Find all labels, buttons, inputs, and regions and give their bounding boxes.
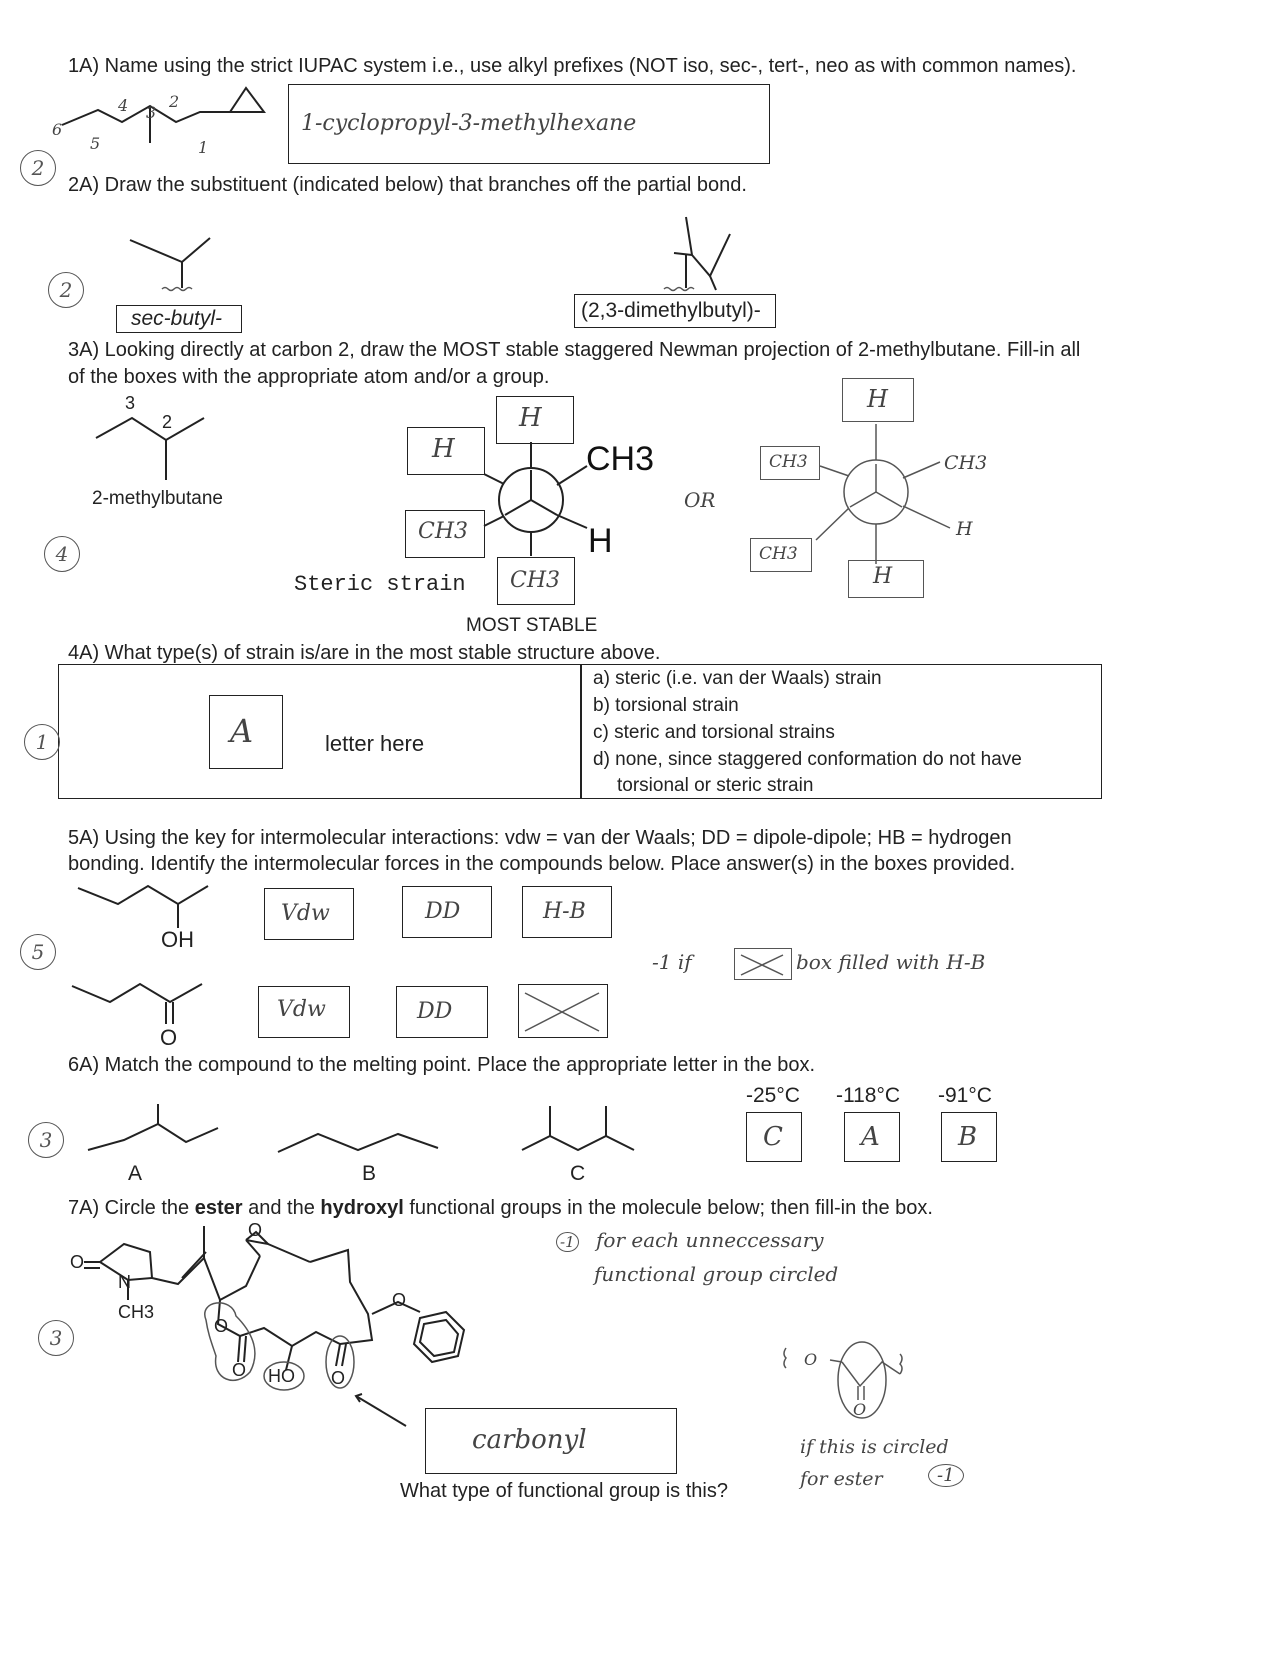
newman-box-top-text: H <box>519 403 542 433</box>
most-stable-label: MOST STABLE <box>466 615 598 636</box>
q4-option-d-cont: torsional or steric strain <box>617 775 814 796</box>
sketch-o-carbonyl: O <box>853 1400 867 1419</box>
q5-row1-box-2-text: DD <box>425 899 461 924</box>
q5-row1-box-3-text: H-B <box>543 899 586 924</box>
compound-label-b: B <box>362 1162 377 1185</box>
q4-container <box>58 664 1102 799</box>
q5-row2-box-3-crossed[interactable] <box>518 984 608 1038</box>
ester-group-sketch <box>0 0 1 1</box>
q5-note-box <box>734 948 792 980</box>
steric-strain-label: Steric strain <box>294 572 466 597</box>
q4-option-c: c) steric and torsional strains <box>593 722 835 743</box>
q4-divider <box>580 665 582 798</box>
atom-o-epoxide: O <box>248 1220 263 1240</box>
q2-prompt: 2A) Draw the substituent (indicated below) that branches off the partial bond. <box>68 174 747 196</box>
q6-score: 3 <box>28 1122 64 1158</box>
q5-row1-box-1[interactable] <box>264 888 354 940</box>
newman-box-bottom[interactable] <box>497 557 575 605</box>
atom-o-ketone: O <box>331 1368 346 1388</box>
alt-box-left-bottom <box>750 538 812 572</box>
oh-label: OH <box>161 927 194 952</box>
alt-box-top-text: H <box>867 385 888 413</box>
q7-prompt <box>68 1197 933 1220</box>
q3-prompt-line1: 3A) Looking directly at carbon 2, draw the MOST stable staggered Newman projection of 2-methylbutane. Fill-in all <box>68 339 1081 361</box>
q4-answer-box[interactable] <box>209 695 283 769</box>
q5-note-suffix: box filled with H-B <box>796 950 986 974</box>
sec-butyl-label-box <box>116 305 242 333</box>
atom-o-ether: O <box>392 1290 407 1310</box>
q5-row2-box-1-text: Vdw <box>277 997 326 1022</box>
carbon-label-2: 2 <box>169 92 180 111</box>
alt-right-bottom-label: H <box>956 518 973 540</box>
temp-label-2: -118°C <box>836 1084 901 1107</box>
temp-answer-box-1[interactable] <box>746 1112 802 1162</box>
q7-answer-text: carbonyl <box>472 1425 587 1455</box>
newman-box-lower-left-text: CH3 <box>418 519 469 544</box>
newman-front-h: H <box>588 522 613 560</box>
q4-score: 1 <box>24 724 60 760</box>
q7-prompt-mid: and the <box>248 1197 315 1219</box>
q5-prompt-line2: bonding. Identify the intermolecular forces in the compounds below. Place answer(s) in the boxes provided. <box>68 853 1016 875</box>
temp-answer-box-2[interactable] <box>844 1112 900 1162</box>
alt-box-left-top <box>760 446 820 480</box>
temp-label-1: -25°C <box>746 1084 800 1107</box>
q5-row2-box-1[interactable] <box>258 986 350 1038</box>
methylbutane-c3-label: 3 <box>125 393 136 413</box>
q7-note-line2: functional group circled <box>594 1262 839 1286</box>
q1-answer-text: 1-cyclopropyl-3-methylhexane <box>301 111 637 136</box>
carbon-label-3: 3 <box>146 103 157 122</box>
carbon-label-5: 5 <box>90 134 101 153</box>
newman-box-upper-left[interactable] <box>407 427 485 475</box>
q1-score: 2 <box>20 150 56 186</box>
q7-prompt-post: functional groups in the molecule below; then fill-in the box. <box>409 1197 933 1219</box>
q3-score: 4 <box>44 536 80 572</box>
newman-front-ch3: CH3 <box>586 440 655 478</box>
q3-prompt-line2: of the boxes with the appropriate atom and/or a group. <box>68 366 550 388</box>
q5-score: 5 <box>20 934 56 970</box>
compound-label-a: A <box>128 1162 143 1185</box>
q7-prompt-hydroxyl: hydroxyl <box>320 1197 404 1219</box>
newman-box-top[interactable] <box>496 396 574 444</box>
temp-answer-box-3[interactable] <box>941 1112 997 1162</box>
q7-score: 3 <box>38 1320 74 1356</box>
newman-box-upper-left-text: H <box>432 434 455 464</box>
q7-prompt-ester: ester <box>194 1197 243 1219</box>
dimethylbutyl-label: (2,3-dimethylbutyl)- <box>581 299 761 322</box>
carbon-label-4: 4 <box>118 96 129 115</box>
atom-ho: HO <box>268 1366 295 1386</box>
q5-prompt-line1: 5A) Using the key for intermolecular interactions: vdw = van der Waals; DD = dipole-dipole; HB = hydrogen <box>68 827 1012 849</box>
atom-o-ester: O <box>214 1316 229 1336</box>
carbon-label-6: 6 <box>52 120 63 139</box>
q5-note-prefix: -1 if <box>652 950 692 974</box>
sec-butyl-label: sec-butyl- <box>131 307 223 330</box>
q4-prompt: 4A) What type(s) of strain is/are in the most stable structure above. <box>68 642 661 664</box>
dimethylbutyl-label-box <box>574 294 776 328</box>
temp-answer-3-text: B <box>958 1122 978 1152</box>
or-label: OR <box>684 488 716 512</box>
compound-label-c: C <box>570 1162 586 1185</box>
q5-row1-box-2[interactable] <box>402 886 492 938</box>
atom-o-carbonyl: O <box>70 1252 85 1272</box>
methylbutane-label: 2-methylbutane <box>92 488 223 509</box>
alt-box-top <box>842 378 914 422</box>
cross-mark <box>519 985 607 1037</box>
q5-row2-box-2[interactable] <box>396 986 488 1038</box>
q6-prompt: 6A) Match the compound to the melting point. Place the appropriate letter in the box. <box>68 1054 816 1076</box>
q1-prompt: 1A) Name using the strict IUPAC system i.e., use alkyl prefixes (NOT iso, sec-, tert-, neo as with common names). <box>68 55 1077 77</box>
newman-box-bottom-text: CH3 <box>510 568 561 593</box>
q5-row2-box-2-text: DD <box>417 999 453 1024</box>
q7-note-line1: for each unneccessary <box>596 1228 824 1252</box>
ester-note-line1: if this is circled <box>800 1436 949 1458</box>
temp-answer-2-text: A <box>861 1122 880 1152</box>
alt-box-left-top-text: CH3 <box>769 452 808 472</box>
atom-o-ester-carbonyl: O <box>232 1360 247 1380</box>
q5-row1-box-3[interactable] <box>522 886 612 938</box>
temp-label-3: -91°C <box>938 1084 992 1107</box>
q4-letter-label: letter here <box>325 731 425 756</box>
methylbutane-c2-label: 2 <box>162 412 173 432</box>
q7-answer-box[interactable] <box>425 1408 677 1474</box>
alt-box-bottom <box>848 560 924 598</box>
q5-row1-box-1-text: Vdw <box>281 901 330 926</box>
newman-box-lower-left[interactable] <box>405 510 485 558</box>
note-cross-mark <box>735 949 791 979</box>
q7-question: What type of functional group is this? <box>400 1480 728 1502</box>
q7-penalty-mark: -1 <box>556 1232 579 1252</box>
alt-box-bottom-text: H <box>873 564 893 589</box>
q4-option-b: b) torsional strain <box>593 695 739 716</box>
atom-n: N <box>118 1272 131 1292</box>
q4-option-d: d) none, since staggered conformation do not have <box>593 749 1022 770</box>
alt-right-top-label: CH3 <box>944 452 988 474</box>
temp-answer-1-text: C <box>763 1122 783 1152</box>
q4-option-a: a) steric (i.e. van der Waals) strain <box>593 668 882 689</box>
carbon-label-1: 1 <box>198 138 209 157</box>
q4-answer-text: A <box>230 712 254 750</box>
sketch-o-ether: O <box>804 1350 818 1369</box>
alt-box-left-bottom-text: CH3 <box>759 544 798 564</box>
ester-note-line2: for ester <box>800 1468 883 1490</box>
q1-answer-box[interactable] <box>288 84 770 164</box>
atom-ch3: CH3 <box>118 1302 155 1322</box>
ketone-o-label: O <box>160 1025 178 1050</box>
ester-penalty: -1 <box>928 1464 964 1487</box>
q7-prompt-pre: 7A) Circle the <box>68 1197 190 1219</box>
q2-score: 2 <box>48 272 84 308</box>
